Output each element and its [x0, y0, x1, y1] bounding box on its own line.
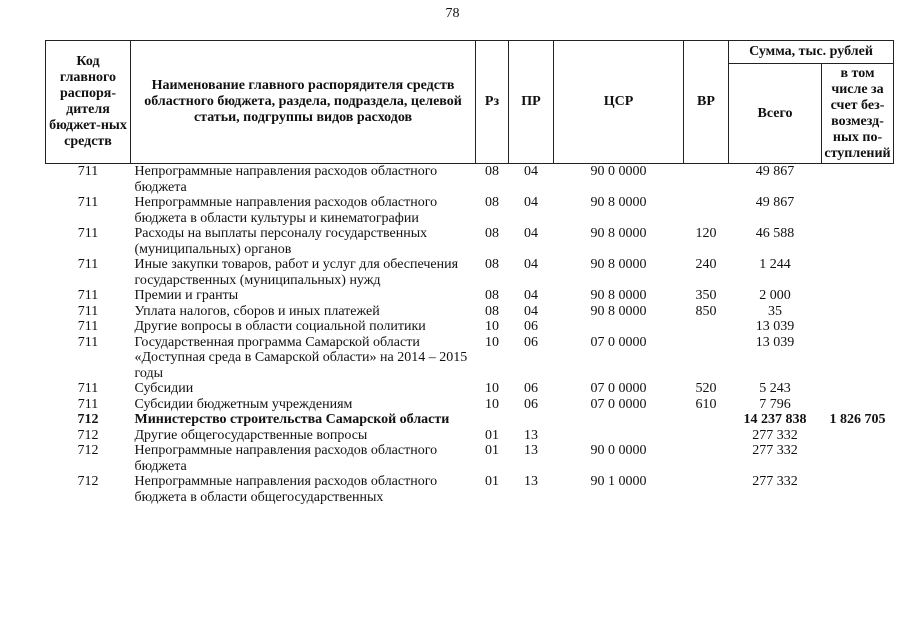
cell-name: Непрограммные направления расходов областного бюджета: [134, 164, 438, 195]
cell-csr: [554, 428, 684, 444]
cell-total: 277 332: [752, 443, 798, 458]
cell-total: 2 000: [759, 288, 791, 303]
cell-csr: 07 0 0000: [590, 334, 647, 350]
cell-code: 711: [77, 319, 99, 334]
cell-pr: 06: [524, 396, 538, 412]
cell-total: 49 867: [755, 195, 795, 210]
cell-csr: 90 8 0000: [590, 303, 647, 319]
cell-rz: 08: [485, 164, 499, 179]
cell-name: Непрограммные направления расходов областного бюджета в области культуры и кинематографии: [134, 195, 438, 226]
cell-vr: [684, 443, 729, 474]
cell-rz: 01: [485, 474, 499, 489]
cell-pr: 04: [524, 164, 538, 179]
cell-name: Непрограммные направления расходов областного бюджета в области общегосударственных: [134, 474, 438, 505]
cell-free: [822, 195, 894, 226]
cell-code: 711: [77, 334, 99, 350]
cell-name: Министерство строительства Самарской области: [134, 412, 450, 427]
cell-total: 5 243: [759, 381, 791, 396]
cell-rz: 08: [485, 288, 499, 303]
cell-total: 49 867: [755, 164, 795, 179]
cell-vr: [684, 428, 729, 444]
cell-pr: [509, 412, 554, 428]
cell-code: 712: [77, 412, 99, 427]
cell-name: Премии и гранты: [134, 288, 239, 303]
cell-vr: 520: [695, 381, 717, 396]
header-vr: ВР: [684, 41, 729, 164]
header-csr: ЦСР: [554, 41, 684, 164]
cell-code: 712: [77, 443, 99, 458]
table-row: [46, 257, 894, 288]
cell-free: [822, 319, 894, 335]
table-row: [46, 412, 894, 428]
cell-name: Другие общегосударственные вопросы: [134, 427, 368, 443]
cell-pr: 04: [524, 303, 538, 319]
cell-pr: 04: [524, 257, 538, 272]
cell-pr: 06: [524, 334, 538, 350]
cell-rz: 08: [485, 195, 499, 210]
cell-free: [822, 397, 894, 413]
cell-csr: 07 0 0000: [590, 381, 647, 396]
cell-total: 13 039: [755, 334, 795, 350]
cell-name: Иные закупки товаров, работ и услуг для обеспечения государственных (муниципальных) нужд: [134, 257, 459, 288]
cell-rz: 08: [485, 303, 499, 319]
cell-name: Уплата налогов, сборов и иных платежей: [134, 303, 380, 319]
table-body: [46, 164, 894, 506]
cell-total: 35: [768, 303, 782, 319]
cell-code: 711: [77, 303, 99, 319]
table-row: [46, 335, 894, 382]
cell-free: [822, 474, 894, 505]
cell-code: 711: [77, 381, 99, 396]
table-row: [46, 397, 894, 413]
header-free: в том числе за счет без-возмезд-ных по-ступлений: [822, 64, 894, 164]
cell-code: 712: [77, 474, 99, 489]
cell-vr: [684, 195, 729, 226]
cell-code: 711: [77, 396, 99, 412]
budget-table: [45, 40, 894, 505]
cell-csr: 90 8 0000: [590, 195, 647, 210]
cell-rz: 01: [485, 443, 499, 458]
cell-code: 712: [77, 427, 99, 443]
cell-name: Субсидии: [134, 381, 194, 396]
cell-total: 7 796: [759, 396, 791, 412]
cell-name: Субсидии бюджетным учреждениям: [134, 396, 353, 412]
cell-pr: 04: [524, 288, 538, 303]
table-row: [46, 195, 894, 226]
cell-csr: [554, 412, 684, 428]
cell-rz: 10: [485, 334, 499, 350]
table-row: [46, 428, 894, 444]
cell-csr: 90 8 0000: [590, 257, 647, 272]
header-code: Код главного распоря-дителя бюджет-ных средств: [46, 41, 131, 164]
cell-vr: 610: [695, 396, 717, 412]
cell-total: 277 332: [752, 474, 798, 489]
cell-name: Непрограммные направления расходов областного бюджета: [134, 443, 438, 474]
cell-free: [822, 226, 894, 257]
cell-code: 711: [77, 288, 99, 303]
page-number: 78: [445, 6, 460, 21]
table-row: [46, 164, 894, 196]
table-row: [46, 443, 894, 474]
cell-pr: 13: [524, 427, 538, 443]
cell-csr: 90 0 0000: [590, 164, 647, 179]
table-row: [46, 226, 894, 257]
cell-total: 13 039: [755, 319, 795, 334]
cell-vr: [684, 319, 729, 335]
cell-vr: 120: [695, 226, 717, 241]
cell-free: 1 826 705: [829, 412, 886, 427]
cell-free: [822, 164, 894, 196]
cell-csr: 90 8 0000: [590, 288, 647, 303]
cell-total: 14 237 838: [743, 412, 807, 427]
cell-free: [822, 335, 894, 382]
cell-pr: 13: [524, 443, 538, 458]
header-name: Наименование главного распорядителя средств областного бюджета, раздела, подраздела, целевой статьи, подгруппы видов расходов: [131, 41, 476, 164]
cell-csr: 90 8 0000: [590, 226, 647, 241]
header-sum: Сумма, тыс. рублей: [729, 41, 894, 64]
table-row: [46, 304, 894, 320]
cell-vr: 240: [695, 257, 717, 272]
cell-vr: [684, 335, 729, 382]
cell-vr: 350: [695, 288, 717, 303]
header-pr: ПР: [509, 41, 554, 164]
table-row: [46, 381, 894, 397]
cell-code: 711: [77, 164, 99, 179]
cell-name: Расходы на выплаты персоналу государственных (муниципальных) органов: [134, 226, 428, 257]
cell-free: [822, 257, 894, 288]
cell-total: 1 244: [759, 257, 791, 272]
cell-code: 711: [77, 257, 99, 272]
cell-pr: 13: [524, 474, 538, 489]
cell-csr: 90 0 0000: [590, 443, 647, 458]
cell-rz: 08: [485, 226, 499, 241]
cell-name: Другие вопросы в области социальной политики: [134, 319, 426, 334]
cell-pr: 06: [524, 319, 538, 334]
cell-free: [822, 443, 894, 474]
table-row: [46, 319, 894, 335]
cell-total: 46 588: [755, 226, 795, 241]
cell-csr: 90 1 0000: [590, 474, 647, 489]
table-row: [46, 288, 894, 304]
cell-pr: 06: [524, 381, 538, 396]
cell-free: [822, 381, 894, 397]
cell-vr: [684, 164, 729, 196]
cell-code: 711: [77, 195, 99, 210]
cell-vr: [684, 412, 729, 428]
cell-code: 711: [77, 226, 99, 241]
cell-rz: 01: [485, 427, 499, 443]
cell-vr: [684, 474, 729, 505]
header-rz: Рз: [476, 41, 509, 164]
cell-csr: [554, 319, 684, 335]
cell-rz: [476, 412, 509, 428]
table-row: [46, 474, 894, 505]
cell-rz: 10: [485, 319, 499, 334]
cell-rz: 08: [485, 257, 499, 272]
cell-pr: 04: [524, 226, 538, 241]
cell-free: [822, 304, 894, 320]
header-total: Всего: [729, 64, 822, 164]
cell-vr: 850: [695, 303, 717, 319]
cell-csr: 07 0 0000: [590, 396, 647, 412]
cell-total: 277 332: [752, 427, 798, 443]
cell-name: Государственная программа Самарской области «Доступная среда в Самарской области» на 2014 – 2015 годы: [134, 334, 468, 381]
cell-free: [822, 288, 894, 304]
cell-rz: 10: [485, 381, 499, 396]
cell-rz: 10: [485, 396, 499, 412]
cell-free: [822, 428, 894, 444]
cell-pr: 04: [524, 195, 538, 210]
